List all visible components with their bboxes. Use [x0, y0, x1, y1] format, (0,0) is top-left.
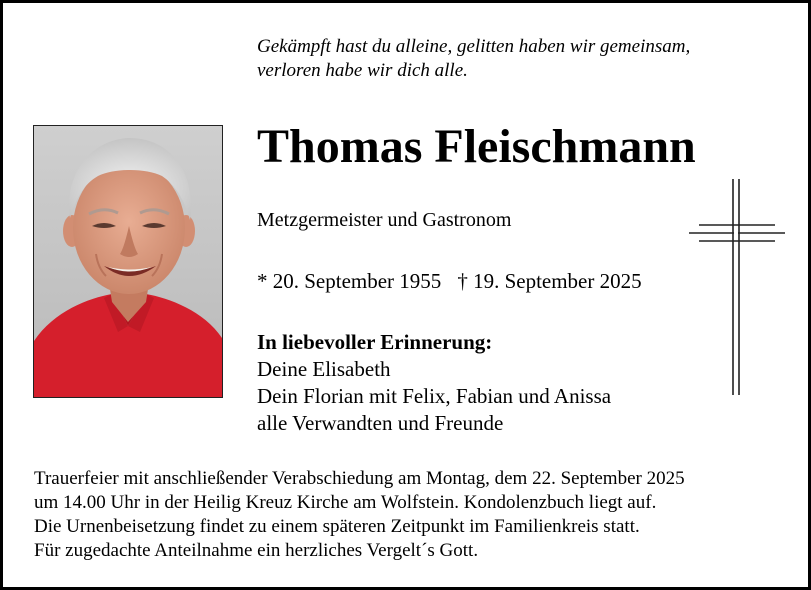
deceased-name: Thomas Fleischmann — [257, 120, 696, 173]
funeral-line: um 14.00 Uhr in der Heilig Kreuz Kirche am Wolfstein. Kondolenzbuch liegt auf. — [34, 492, 657, 513]
funeral-line: Trauerfeier mit anschließender Verabschiedung am Montag, dem 22. September 2025 — [34, 468, 685, 489]
funeral-line: Für zugedachte Anteilnahme ein herzliches Vergelt´s Gott. — [34, 540, 479, 561]
mourners-heading: In liebevoller Erinnerung: — [257, 330, 493, 354]
portrait-photo — [33, 125, 223, 398]
death-date: † 19. September 2025 — [457, 269, 642, 293]
memorial-quote — [257, 35, 777, 83]
mourner-line: alle Verwandten und Freunde — [257, 411, 504, 435]
profession: Metzgermeister und Gastronom — [257, 209, 512, 231]
funeral-line: Die Urnenbeisetzung findet zu einem späteren Zeitpunkt im Familienkreis statt. — [34, 516, 640, 537]
mourners-list — [257, 329, 611, 437]
quote-line: Gekämpft hast du alleine, gelitten haben wir gemeinsam, — [257, 36, 691, 57]
quote-line: verloren habe wir dich alle. — [257, 60, 468, 81]
cross-icon — [689, 179, 785, 397]
funeral-details — [34, 467, 685, 563]
portrait-image — [34, 126, 222, 397]
mourner-line: Dein Florian mit Felix, Fabian und Anissa — [257, 384, 612, 408]
birth-date: * 20. September 1955 — [257, 269, 442, 293]
mourner-line: Deine Elisabeth — [257, 357, 391, 381]
life-dates — [257, 268, 642, 295]
